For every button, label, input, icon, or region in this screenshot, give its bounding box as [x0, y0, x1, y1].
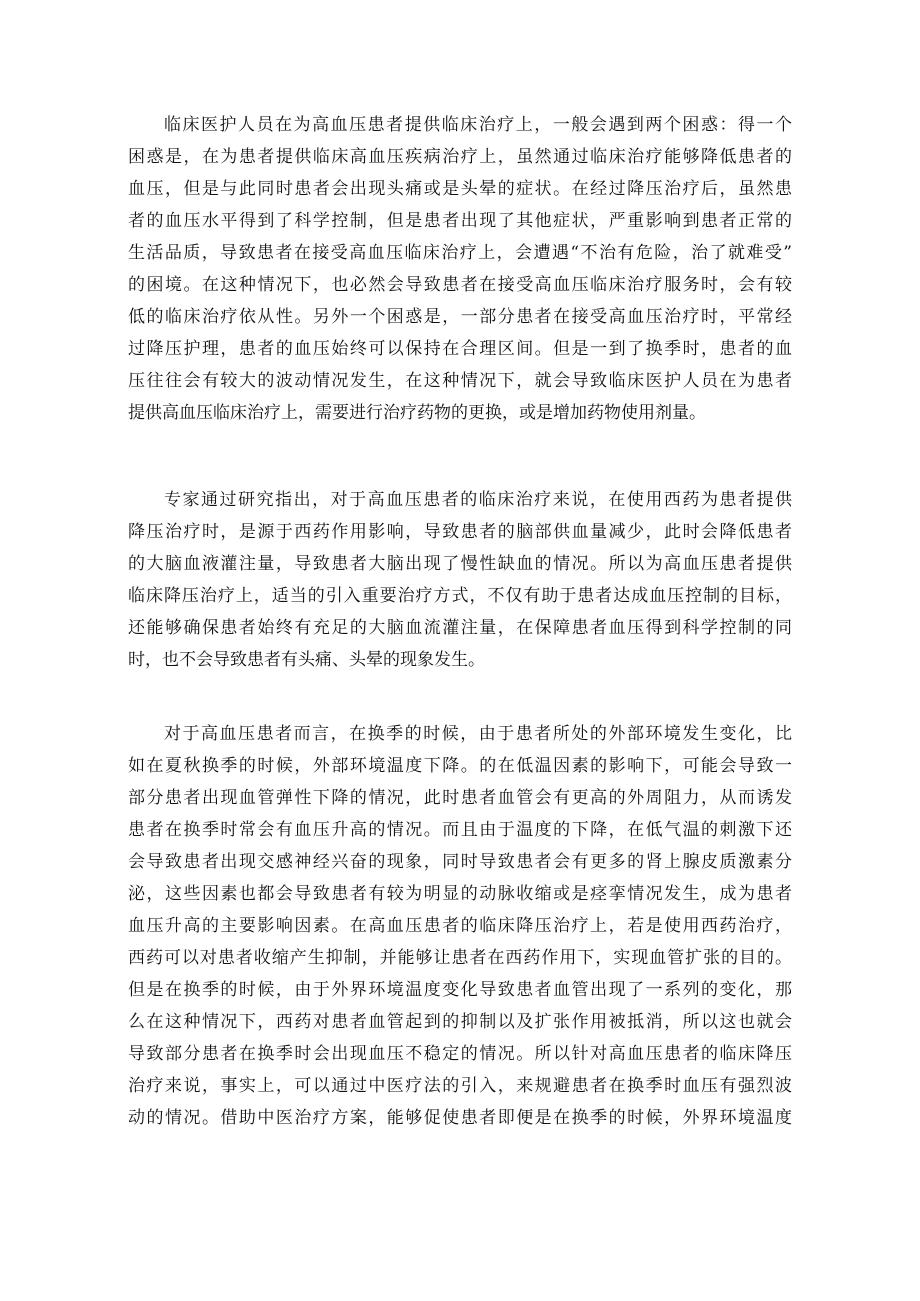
- paragraph-3: [128, 718, 792, 1134]
- text-line: 降压治疗时，是源于西药作用影响，导致患者的脑部供血量减少，此时会降低患者: [128, 522, 792, 542]
- text-line: 低的临床治疗依从性。另外一个困惑是，一部分患者在接受高血压治疗时，平常经: [128, 307, 792, 327]
- text-line: 会导致患者出现交感神经兴奋的现象，同时导致患者会有更多的肾上腺皮质激素分: [128, 852, 792, 872]
- text-line: 过降压护理，患者的血压始终可以保持在合理区间。但是一到了换季时，患者的血: [128, 339, 792, 359]
- text-line: 还能够确保患者始终有充足的大脑血流灌注量，在保障患者血压得到科学控制的同: [128, 618, 792, 638]
- text-line: 的困境。在这种情况下，也必然会导致患者在接受高血压临床治疗服务时，会有较: [128, 275, 792, 295]
- text-line: 血压升高的主要影响因素。在高血压患者的临床降压治疗上，若是使用西药治疗，: [128, 916, 792, 936]
- text-line: 的大脑血液灌注量，导致患者大脑出现了慢性缺血的情况。所以为高血压患者提供: [128, 554, 792, 574]
- text-line: 生活品质，导致患者在接受高血压临床治疗上，会遭遇“不治有危险，治了就难受”: [128, 243, 792, 263]
- text-line: 治疗来说，事实上，可以通过中医疗法的引入，来规避患者在换季时血压有强烈波: [128, 1076, 792, 1096]
- text-line: 压往往会有较大的波动情况发生，在这种情况下，就会导致临床医护人员在为患者: [128, 371, 792, 391]
- text-line: 者的血压水平得到了科学控制，但是患者出现了其他症状，严重影响到患者正常的: [128, 211, 792, 231]
- text-line: 血压，但是与此同时患者会出现头痛或是头晕的症状。在经过降压治疗后，虽然患: [128, 179, 792, 199]
- paragraph-1: [128, 109, 792, 429]
- text-line: 临床医护人员在为高血压患者提供临床治疗上，一般会遇到两个困惑：得一个: [164, 115, 792, 135]
- text-line: 如在夏秋换季的时候，外部环境温度下降。的在低温因素的影响下，可能会导致一: [128, 756, 792, 776]
- text-line: 临床降压治疗上，适当的引入重要治疗方式，不仅有助于患者达成血压控制的目标，: [128, 586, 792, 606]
- text-line: 西药可以对患者收缩产生抑制，并能够让患者在西药作用下，实现血管扩张的目的。: [128, 948, 792, 968]
- text-line: 导致部分患者在换季时会出现血压不稳定的情况。所以针对高血压患者的临床降压: [128, 1044, 792, 1064]
- text-line: 患者在换季时常会有血压升高的情况。而且由于温度的下降，在低气温的刺激下还: [128, 820, 792, 840]
- text-line: 困惑是，在为患者提供临床高血压疾病治疗上，虽然通过临床治疗能够降低患者的: [128, 147, 792, 167]
- text-line: 对于高血压患者而言，在换季的时候，由于患者所处的外部环境发生变化，比: [164, 724, 792, 744]
- text-line: 时，也不会导致患者有头痛、头晕的现象发生。: [128, 650, 485, 670]
- text-line: 提供高血压临床治疗上，需要进行治疗药物的更换，或是增加药物使用剂量。: [128, 403, 706, 423]
- text-line: 动的情况。借助中医治疗方案，能够促使患者即便是在换季的时候，外界环境温度: [128, 1108, 792, 1128]
- paragraph-2: [128, 484, 792, 676]
- text-line: 专家通过研究指出，对于高血压患者的临床治疗来说，在使用西药为患者提供: [164, 490, 792, 510]
- text-line: 部分患者出现血管弹性下降的情况，此时患者血管会有更高的外周阻力，从而诱发: [128, 788, 792, 808]
- text-line: 泌，这些因素也都会导致患者有较为明显的动脉收缩或是痉挛情况发生，成为患者: [128, 884, 792, 904]
- text-line: 但是在换季的时候，由于外界环境温度变化导致患者血管出现了一系列的变化，那: [128, 980, 792, 1000]
- text-line: 么在这种情况下，西药对患者血管起到的抑制以及扩张作用被抵消，所以这也就会: [128, 1012, 792, 1032]
